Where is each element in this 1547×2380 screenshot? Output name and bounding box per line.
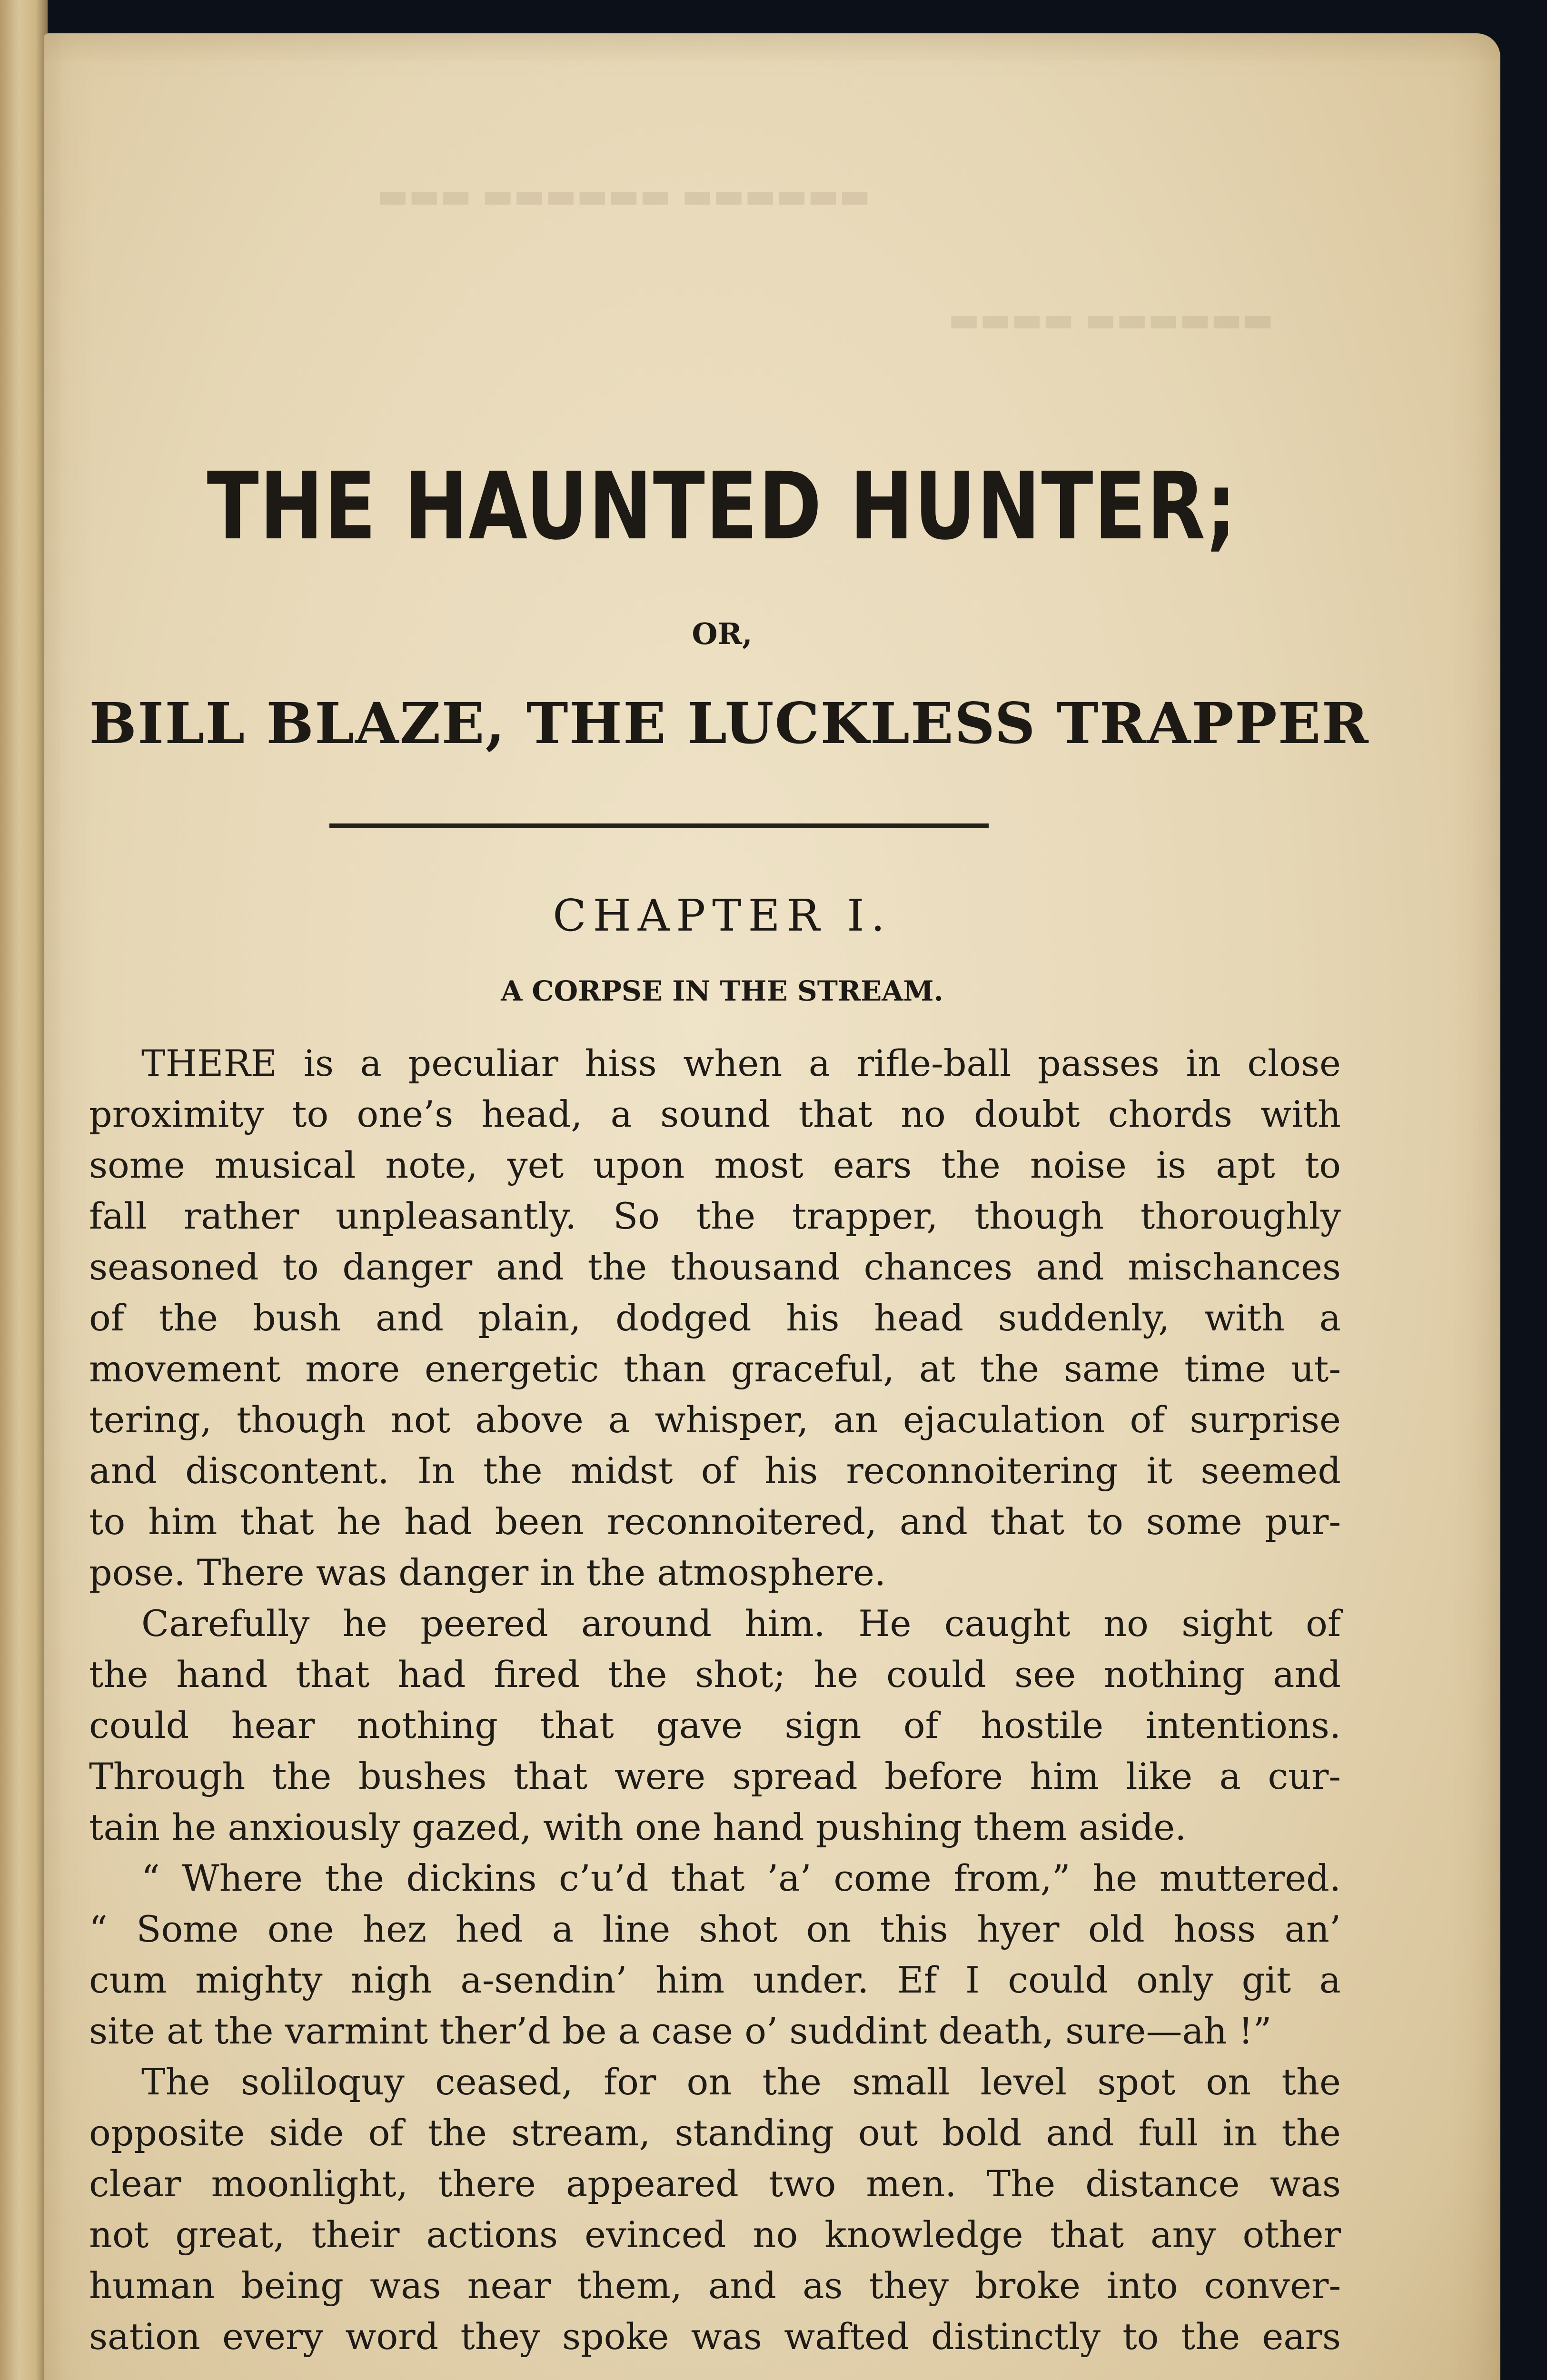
text-line: Carefully he peered around him. He caught no sight of [141, 1602, 1341, 1645]
text-line: THERE is a peculiar hiss when a rifle-ball passes in close [141, 1042, 1341, 1084]
text-line: the hand that had fired the shot; he could see nothing and [89, 1653, 1341, 1696]
text-line: human being was near them, and as they broke into conver- [89, 2264, 1341, 2307]
text-line: not great, their actions evinced no knowledge that any other [89, 2213, 1341, 2256]
text-line: sation every word they spoke was wafted distinctly to the ears [89, 2315, 1341, 2358]
text-line: “ Where the dickins c’u’d that ’a’ come from,” he muttered. [141, 1857, 1341, 1899]
text-line: cum mighty nigh a-sendin’ him under. Ef I could only git a [89, 1959, 1341, 2001]
chapter-subtitle: A CORPSE IN THE STREAM. [501, 975, 943, 1007]
title-divider [329, 823, 989, 828]
text-line: could hear nothing that gave sign of hostile intentions. [89, 1704, 1341, 1746]
book-spine-edge [0, 0, 48, 2380]
text-line: “ Some one hez hed a line shot on this hyer old hoss an’ [89, 1908, 1341, 1950]
text-line: proximity to one’s head, a sound that no doubt chords with [89, 1093, 1341, 1135]
book-subtitle: BILL BLAZE, THE LUCKLESS TRAPPER [89, 690, 1369, 756]
book-page [44, 33, 1500, 2380]
text-line: and discontent. In the midst of his reconnoitering it seemed [89, 1449, 1341, 1492]
text-line: opposite side of the stream, standing out bold and full in the [89, 2112, 1341, 2154]
text-line: site at the varmint ther’d be a case o’ suddint death, sure—ah !” [89, 2010, 1272, 2052]
text-line: movement more energetic than graceful, at the same time ut- [89, 1348, 1341, 1390]
text-line: tain he anxiously gazed, with one hand pushing them aside. [89, 1806, 1187, 1848]
bleed-through-shadow: ▬▬▬▬ ▬▬▬▬▬▬ [948, 300, 1274, 339]
text-line: some musical note, yet upon most ears the noise is apt to [89, 1144, 1341, 1186]
bleed-through-shadow: ▬▬▬ ▬▬▬▬▬▬ ▬▬▬▬▬▬ [377, 176, 871, 215]
text-line: to him that he had been reconnoitered, and that to some pur- [89, 1500, 1341, 1543]
text-line: clear moonlight, there appeared two men. The distance was [89, 2162, 1341, 2205]
chapter-heading: CHAPTER I. [553, 890, 892, 941]
title-or: OR, [692, 616, 753, 651]
text-line: The soliloquy ceased, for on the small level spot on the [141, 2061, 1341, 2103]
text-line: Through the bushes that were spread before him like a cur- [89, 1755, 1341, 1797]
text-line: tering, though not above a whisper, an ejaculation of surprise [89, 1398, 1341, 1441]
text-line: seasoned to danger and the thousand chances and mischances [89, 1246, 1341, 1288]
chapter-body [89, 1038, 1341, 2362]
text-line: fall rather unpleasantly. So the trapper, though thoroughly [89, 1195, 1341, 1237]
book-title: THE HAUNTED HUNTER; [207, 452, 1238, 560]
text-line: of the bush and plain, dodged his head suddenly, with a [89, 1297, 1341, 1339]
text-line: pose. There was danger in the atmosphere. [89, 1551, 886, 1594]
